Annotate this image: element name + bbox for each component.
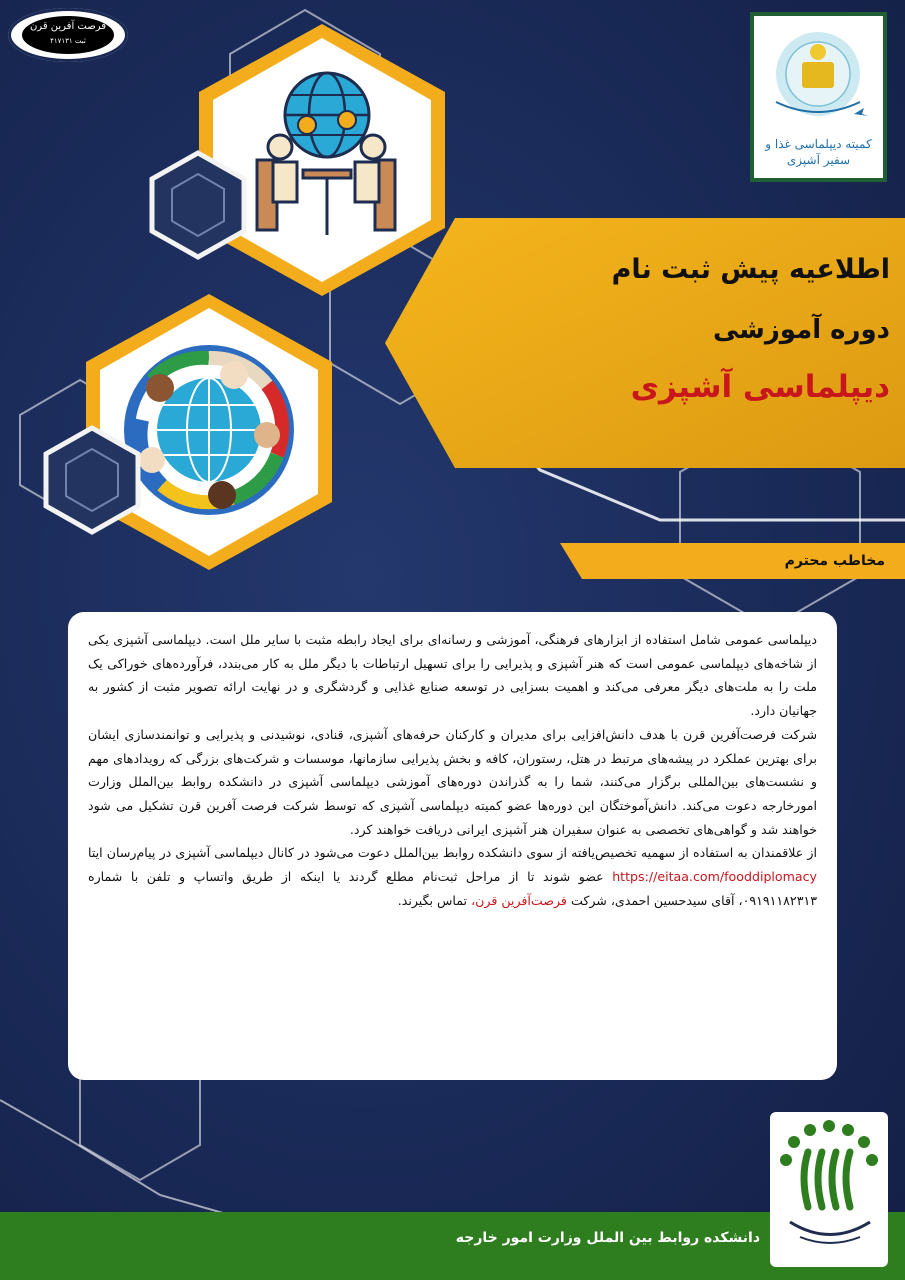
title-line-1: اطلاعیه پیش ثبت نام: [611, 254, 890, 285]
body-card: [68, 612, 837, 1080]
company-badge-reg: ثبت ۴۱۷۱۳۱: [50, 37, 86, 45]
university-emblem: [770, 1112, 888, 1267]
footer-text: دانشکده روابط بین الملل وزارت امور خارجه: [455, 1230, 760, 1246]
committee-logo: [750, 12, 887, 182]
globe-icon: [285, 73, 369, 157]
company-badge-name: فرصت آفرین قرن: [29, 21, 107, 32]
committee-emblem: [754, 22, 883, 132]
paragraph-3: [88, 841, 817, 912]
company-badge-inner: [22, 16, 114, 54]
salutation: مخاطب محترم: [784, 553, 885, 569]
paragraph-2: شرکت فرصت‌آفرین قرن با هدف دانش‌افزایی برای مدیران و کارکنان حرفه‌های آشپزی، قنادی، نوشیدنی و پذیرایی و توانمندسازی ایشان برای بهترین عملکرد در پیشه‌های مرتبط در هتل، رستوران، کافه و بخش پذیرایی سازمانها، موسسات و شرکت‌های بزرگی که رویدادهای مهم و نشست‌های بین‌المللی برگزار می‌کنند، شما را به گذراندن دوره‌های آموزشی دیپلماسی آشپزی در دانشکده روابط بین‌الملل وزارت امورخارجه دعوت می‌کند. دانش‌آموختگان این دوره‌ها عضو کمیته دیپلماسی آشپزی که توسط شرکت فرصت آفرین قرن تشکیل می شود خواهند شد و گواهی‌های تخصصی به عنوان سفیران هنر آشپزی ایرانی دریافت خواهند کرد.: [88, 726, 817, 837]
channel-link[interactable]: https://eitaa.com/fooddiplomacy: [612, 869, 817, 885]
company-badge: [8, 8, 128, 62]
small-hexagon: [148, 150, 248, 260]
paragraph-3-end: تماس بگیرند.: [397, 892, 468, 908]
title-block: [400, 250, 890, 410]
university-logo: [770, 1112, 888, 1267]
company-name: فرصت‌آفرین قرن،: [471, 892, 567, 908]
plane-icon: [854, 108, 868, 116]
title-line-2: دوره آموزشی: [712, 315, 890, 345]
small-hexagon: [42, 425, 142, 535]
title-line-3: دیپلماسی آشپزی: [630, 369, 890, 405]
committee-caption: کمیته دیپلماسی غذا و سفیر آشپزی: [765, 137, 872, 167]
paragraph-3-intro: از علاقمندان به استفاده از سهمیه تخصیص‌یافته از سوی دانشکده روابط بین‌الملل دعوت می‌شود در کانال دیپلماسی آشپزی در پیام‌رسان ایتا: [88, 845, 817, 861]
paragraph-3-middle: عضو شوند تا از مراحل ثبت‌نام مطلع گردند یا اینکه از طریق واتساپ و تلفن با شماره ۰۹۱۹۱۱۸۲۳۱۳، آقای سیدحسین احمدی، شرکت: [88, 869, 817, 908]
paragraph-1: دیپلماسی عمومی شامل استفاده از ابزارهای فرهنگی، آموزشی و رسانه‌ای برای ایجاد رابطه مثبت با سایر ملل است. دیپلماسی آشپزی یکی از شاخه‌های دیپلماسی عمومی است که هنر آشپزی و پذیرایی را برای تسهیل ارتباطات با دیگر ملل به کار می‌بندد، فرآورده‌های خوراکی یک ملت را به ملت‌های دیگر معرفی می‌کند و اهمیت بسزایی در توسعه صنایع غذایی و گردشگری و در نهایت ارائه تصویر مثبت از کشور به جهانیان دارد.: [88, 632, 817, 719]
